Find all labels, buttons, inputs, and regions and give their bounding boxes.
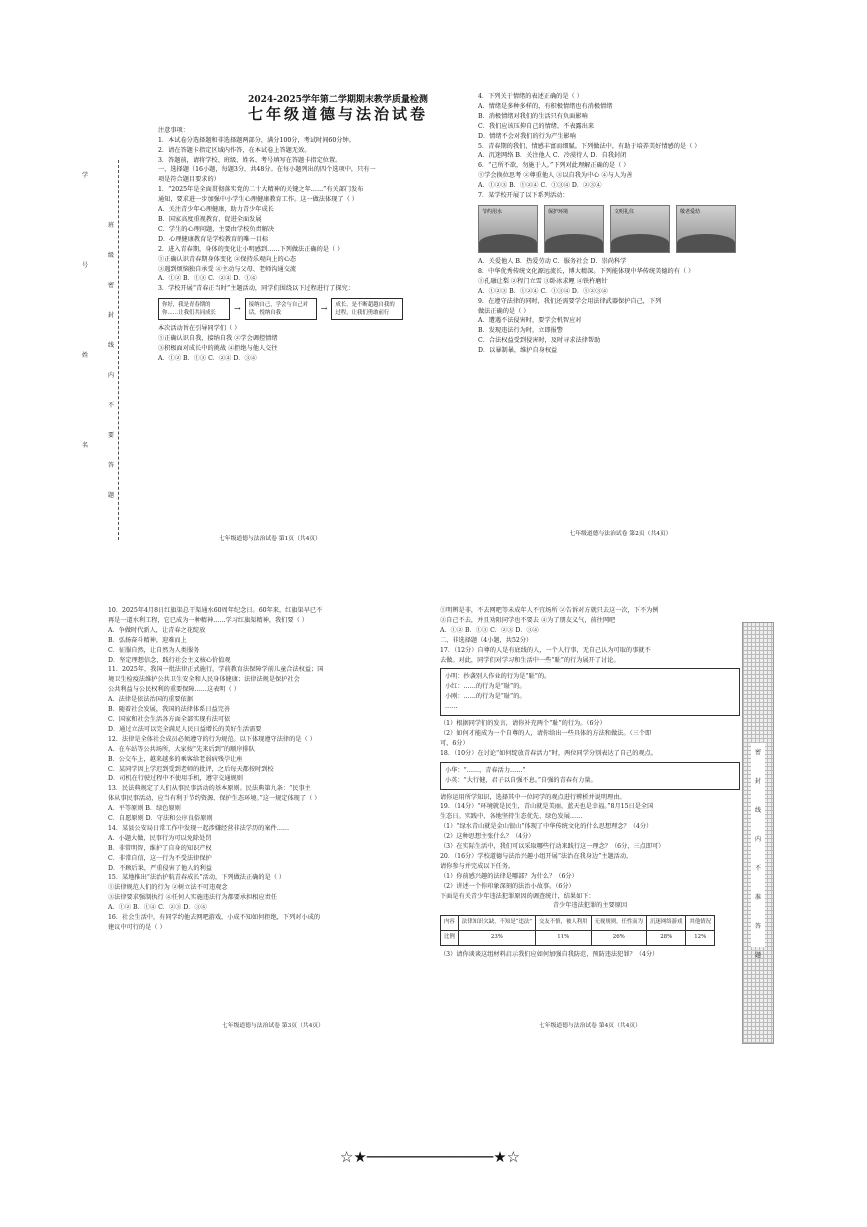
- table-cell: 11%: [536, 931, 592, 946]
- text-line: 境卫生检疫法维护公共卫生安全和人民身体健康；法律法规是保护社会: [108, 676, 300, 684]
- dialog-line: 小华：“……，青春活力……”: [445, 766, 526, 774]
- binding-label: 学: [82, 172, 89, 179]
- binding-strip: [78, 160, 134, 540]
- text-line: 20．（16分）学校道德与法治兴趣小组开展“法治在我身边”主题活动，: [440, 852, 633, 860]
- text-line: 做法正确的是（ ）: [478, 307, 530, 315]
- activity-picture: 节约用水: [478, 205, 538, 253]
- text-line: B．公交车上，越来越多的乘客给老弱病残孕让座: [108, 755, 243, 763]
- activity-picture: 敬老爱幼: [676, 205, 736, 253]
- side-labels: [751, 743, 765, 959]
- text-line: ③法律要求强制执行 ④任何人实施违法行为都要承担相应责任: [108, 894, 278, 902]
- text-line: 6．“己所不欲，勿施于人。”下列对此理解正确的是（ ）: [478, 162, 630, 170]
- binding-label: 姓: [82, 352, 89, 359]
- table-header-cell: 其他情况: [686, 916, 715, 931]
- text-line: A．关爱他人 B．热爱劳动 C．服务社会 D．崇尚科学: [478, 257, 627, 265]
- text-line: 13．民法典规定了人们从事民事活动的基本原则。民法典第九条：“民事主: [108, 785, 311, 793]
- text-line: 5．青春期的我们，情感丰富而细腻。下列做法中，有助于培养美好情感的是（ ）: [478, 142, 701, 150]
- text-line: 通知，要求进一步加强中小学生心理健康教育工作。这一做法体现了（ ）: [158, 196, 358, 204]
- dialog-line: 小红：……的行为是“耻”的。: [445, 683, 526, 691]
- flow-step: 你好，我是青春期的你……让我们共同成长: [158, 298, 230, 320]
- activity-picture: 保护环境: [544, 205, 604, 253]
- page-footer: 七年级道德与法治试卷 第3页（共4页）: [222, 1023, 324, 1030]
- table-cell: 26%: [591, 931, 647, 946]
- text-line: 2．请在答题卡指定区域内作答，在本试卷上答题无效。: [158, 146, 311, 154]
- text-line: （1）根据同学们的发言，请你补充两个“耻”的行为。（6分）: [440, 720, 606, 728]
- text-line: （1）你前感兴趣的法律是哪部？为什么？（6分）: [440, 872, 578, 880]
- table-header-cell: 内容: [441, 916, 459, 931]
- text-line: 项是符合题目要求的）: [158, 176, 220, 184]
- text-line: D．情绪不会对我们的行为产生影响: [478, 132, 576, 140]
- dialog-line: ……: [445, 703, 458, 711]
- arrow-icon: →: [234, 304, 241, 314]
- exam-header: 2024-2025学年第二学期期末教学质量检测: [248, 95, 428, 105]
- flow-step: 接纳自己，学会与自己对话，悦纳自我: [245, 298, 317, 320]
- text-line: 公共利益与公民权利的重要保障……这表明（ ）: [108, 686, 240, 694]
- binding-line: [118, 160, 120, 540]
- text-line: 4．下列关于情绪的表述正确的是（ ）: [478, 93, 583, 100]
- binding-label: 班: [108, 222, 115, 229]
- text-line: C．学生的心理问题，主要由学校负责解决: [158, 225, 275, 233]
- decorative-stars: ☆★──────────────★☆: [339, 1148, 521, 1166]
- text-line: A．①② B．①③ C．②④ D．③④: [158, 354, 257, 362]
- text-line: 12．法律是全体社会成员必须遵守的行为规范。以下体现遵守法律的是（ ）: [108, 735, 316, 743]
- text-line: 本次活动旨在引导同学们（ ）: [158, 325, 241, 333]
- text-line: A．遭遇不法侵害时，要学会机智应对: [478, 317, 582, 325]
- text-line: 7．某学校开展了以下系列活动：: [478, 192, 569, 200]
- binding-label: 封: [108, 312, 115, 319]
- text-line: ③积极面对成长中的挑战 ④拒绝与他人交往: [158, 345, 278, 353]
- text-line: 1．本试卷分选择题和非选择题两部分，满分100分，考试时间60分钟。: [158, 136, 355, 144]
- table-cell: 12%: [686, 931, 715, 946]
- text-line: B．随着社会发展，我国的法律体系日益完善: [108, 706, 231, 714]
- text-line: （3）请你谈谈这组材料启示我们应如何加强自我防范，预防违法犯罪？（4分）: [440, 951, 659, 959]
- text-line: （2）如何才能成为一个自尊的人，请你给出一些具体的方法和做法。（三个即: [440, 729, 652, 737]
- dialog-line: 小刚：……的行为是“耻”的。: [445, 693, 526, 701]
- table-cell: 23%: [458, 931, 535, 946]
- text-line: A．关注青少年心理健康，助力青少年成长: [158, 206, 274, 214]
- text-line: 去做。对此，同学们对学习和生活中一些“耻”的行为展开了讨论。: [440, 656, 620, 664]
- text-line: A．①② B．①④ C．②③ D．③④: [108, 904, 207, 912]
- side-label: 答: [754, 923, 761, 930]
- text-line: 建议中可行的是（ ）: [108, 924, 166, 931]
- text-line: ③遇到烦恼独自承受 ④主动与父母、老师沟通交流: [158, 265, 297, 273]
- text-line: ①孔融让梨 ②程门立雪 ③卧冰求鲤 ④铁杵磨针: [478, 277, 608, 285]
- text-line: A．①② B．①③ C．②③ D．③④: [440, 626, 539, 634]
- table-title: 青少年违法犯罪的主要原因: [552, 902, 628, 910]
- activity-picture: 文明礼仪: [610, 205, 670, 253]
- text-line: A．争做时代新人，让青春之花绽放: [108, 626, 206, 634]
- binding-label: 密: [108, 282, 115, 289]
- table-header-cell: 交友不慎，被人利用: [536, 916, 592, 931]
- text-line: 可，6分）: [440, 739, 469, 747]
- binding-label: 名: [82, 442, 89, 449]
- text-line: A．在车站等公共场所，大家按“先来后到”的顺序排队: [108, 745, 255, 753]
- binding-label: 答: [108, 462, 115, 469]
- dialog-box: [440, 668, 740, 716]
- binding-label: 要: [108, 432, 115, 439]
- dialog-line: 小明：抄袭别人作业的行为是“耻”的。: [445, 673, 551, 681]
- text-line: ③自己不去，并且劝阻同学也不要去 ④为了朋友义气，前往网吧: [440, 616, 616, 624]
- text-line: A．沉迷网络 B．关注他人 C．冷漠待人 D．自我封闭: [478, 152, 627, 160]
- text-line: C．征服自然，让自然为人类服务: [108, 646, 200, 654]
- text-line: 9．在遵守法律的同时，我们还需要学会用法律武器保护自己，下列: [478, 297, 662, 305]
- survey-table: [440, 915, 715, 946]
- text-line: 11．2025年，我国一批法律正式施行，学前教育法保障学前儿童合法权益；国: [108, 666, 324, 674]
- text-line: B．非常明智，维护了自身的知识产权: [108, 844, 212, 852]
- binding-label: 题: [108, 492, 115, 499]
- text-line: D．心理健康教育是学校教育的唯一目标: [158, 235, 269, 243]
- text-line: D．以暴制暴，维护自身权益: [478, 347, 558, 355]
- activity-pictures: [478, 205, 763, 253]
- text-line: A．法律是依法治国的重要依据: [108, 696, 193, 704]
- binding-label: 级: [108, 252, 115, 259]
- exam-title: 七年级道德与法治试卷: [247, 104, 428, 123]
- exam-page-2: [478, 92, 763, 544]
- flow-step: 成长，是不断超越自我的过程，让我们勇敢前行: [331, 298, 403, 320]
- text-line: （1）“绿水青山就是金山银山”体现了中华传统文化的什么思想理念？（4分）: [440, 823, 653, 831]
- page-1-content: [158, 96, 458, 364]
- side-label: 封: [754, 778, 761, 785]
- flow-diagram: [158, 298, 458, 320]
- arrow-icon: →: [320, 304, 328, 314]
- binding-label: 不: [108, 402, 115, 409]
- text-line: C．我们应该压抑自己的情绪，不表露出来: [478, 122, 595, 130]
- text-line: C．自愿原则 D．守法和公序良俗原则: [108, 815, 213, 823]
- text-line: ①法律规范人们的行为 ②树立法不可违观念: [108, 884, 228, 892]
- text-line: 3．学校开展“青春正当时”主题活动，同学们围绕以下过程进行了探究：: [158, 285, 354, 293]
- text-line: 请你参与并完成以下任务。: [440, 862, 515, 870]
- text-line: A．①②③ B．①②④ C．①③④ D．②③④: [478, 182, 602, 190]
- text-line: 18．（10分）在讨论“如何绽放青春活力”时，两位同学分别表达了自己的观点。: [440, 749, 657, 757]
- page-footer: 七年级道德与法治试卷 第2页（共4页）: [569, 531, 672, 538]
- text-line: C．非常自信，这一行为不受法律保护: [108, 854, 212, 862]
- text-line: 19．（14分）“环境就是民生，青山就是美丽，蓝天也是幸福。”8月15日是全国: [440, 803, 654, 811]
- side-label: 题: [754, 952, 761, 959]
- text-line: C．国家和社会生活各方面全部实现有法可依: [108, 715, 231, 723]
- text-line: ①学会换位思考 ②尊重他人 ③以自我为中心 ④与人为善: [478, 172, 633, 180]
- text-line: 2．进入青春期，身体的变化让小明感到……下列做法正确的是（ ）: [158, 245, 344, 253]
- text-line: 14．某县公安局日常工作中发现一起涉嫌经营非法学历的案件……: [108, 824, 290, 832]
- text-line: 15．某地推出“法治护航青春成长”活动，下列做法正确的是（ ）: [108, 874, 286, 882]
- exam-page-3: [108, 606, 438, 1036]
- table-header-cell: 无视规则，任性而为: [591, 916, 647, 931]
- text-line: D．不顾后果，严重侵害了他人的利益: [108, 864, 212, 872]
- text-line: 体从事民事活动，应当有利于节约资源、保护生态环境。”这一规定体现了（ ）: [108, 795, 321, 803]
- text-line: 8．中华优秀传统文化源远流长，博大精深。下列能体现中华传统美德的有（ ）: [478, 267, 695, 275]
- text-line: 二、非选择题（4小题，共52分）: [440, 636, 533, 644]
- side-label: 密: [754, 749, 761, 756]
- binding-label: 线: [108, 342, 115, 349]
- text-line: A．①②③ B．①②④ C．①③④ D．①②③④: [478, 287, 608, 295]
- text-line: D．坚定理想信念，践行社会主义核心价值观: [108, 656, 231, 664]
- text-line: 请你运用所学知识，选择其中一位同学的观点进行辨析并说明理由。: [440, 793, 626, 801]
- text-line: A．小题大做，民事行为可以免除处罚: [108, 834, 212, 842]
- text-line: ①正确认识自我，接纳自我 ②学会调控情绪: [158, 335, 278, 343]
- exam-page-1: [84, 96, 456, 546]
- text-line: 3．答题前，请将学校、班级、姓名、考号填写在答题卡指定位置。: [158, 156, 342, 164]
- text-line: C．某同学因上学迟到受到老师的批评，之后每天都按时到校: [108, 765, 274, 773]
- text-line: 1．“2025年是全面贯彻落实党的二十大精神的关键之年……”有关部门发布: [158, 186, 364, 194]
- text-line: 17．（12分）自尊的人是有底线的人，一个人行事，无自己认为可取的事就不: [440, 646, 651, 654]
- table-header-cell: 沉迷网络游戏: [647, 916, 686, 931]
- dialog-line: 小英：“大行健，君子以自强不息。”自强的青春有力量。: [445, 776, 597, 784]
- text-line: 生态日。实践中，各地坚持生态优先、绿色发展……: [440, 813, 583, 821]
- text-line: 下面是有关青少年违法犯罪原因的调查统计，结果如下：: [440, 892, 595, 900]
- text-line: D．司机在行驶过程中不使用手机，遵守交通规则: [108, 775, 243, 783]
- exam-page-4: [440, 606, 740, 1036]
- side-label: 准: [754, 894, 761, 901]
- text-line: （2）这种思想主张什么？（4分）: [440, 833, 535, 841]
- text-line: A．情绪是多种多样的，有积极情绪也有消极情绪: [478, 102, 613, 110]
- side-label: 内: [754, 836, 761, 843]
- binding-label: 号: [82, 262, 89, 269]
- text-line: （2）讲述一个你印象深刻的法治小故事。（6分）: [440, 882, 575, 890]
- text-line: B．国家高度重视教育，促进全面发展: [158, 215, 262, 223]
- text-line: 再是一道水利工程，它已成为一种精神……学习红旗渠精神，我们要（ ）: [108, 616, 308, 624]
- text-line: 16．社会生活中，有同学约他去网吧游戏，小成不知如何拒绝，下列对小成的: [108, 914, 321, 922]
- answer-side-grid: [742, 622, 774, 1044]
- text-line: 一、选择题（16小题，每题3分，共48分。在每小题列出的四个选项中，只有一: [158, 166, 376, 174]
- table-cell: 比例: [441, 931, 459, 946]
- side-label: 线: [754, 807, 761, 814]
- text-line: ①正确认识青春期身体变化 ②保持乐观向上的心态: [158, 255, 297, 263]
- text-line: C．合法权益受到侵害时，及时寻求法律帮助: [478, 337, 601, 345]
- side-label: 不: [754, 865, 761, 872]
- text-line: B．消极情绪对我们的生活只有负面影响: [478, 112, 588, 120]
- text-line: A．平等原则 B．绿色原则: [108, 805, 181, 813]
- text-line: A．①② B．①③ C．②④ D．①④: [158, 275, 257, 283]
- page-footer: 七年级道德与法治试卷 第4页（共4页）: [539, 1023, 641, 1030]
- table-header-cell: 法律知识欠缺，不知是“违法”: [458, 916, 535, 931]
- page-footer: 七年级道德与法治试卷 第1页（共4页）: [219, 536, 321, 542]
- binding-label: 内: [108, 372, 115, 379]
- table-cell: 28%: [647, 931, 686, 946]
- dialog-box: [440, 762, 740, 790]
- text-line: 注意事项：: [158, 126, 189, 134]
- text-line: 10．2025年4月8日红旗渠总干渠通水60周年纪念日。60年来，红旗渠早已不: [108, 607, 323, 614]
- text-line: B．发现违法行为时，立即报警: [478, 327, 563, 335]
- text-line: ①明辨是非，不去网吧等未成年人不宜场所 ②告诉对方就只去这一次，下不为例: [440, 607, 659, 614]
- text-line: B．弘扬奋斗精神，迎难而上: [108, 636, 187, 644]
- text-line: D．通过立法可以完全满足人民日益增长的美好生活需要: [108, 725, 262, 733]
- text-line: （3）在实际生活中，我们可以采取哪些行动来践行这一理念？（6分，三点即可）: [440, 843, 665, 851]
